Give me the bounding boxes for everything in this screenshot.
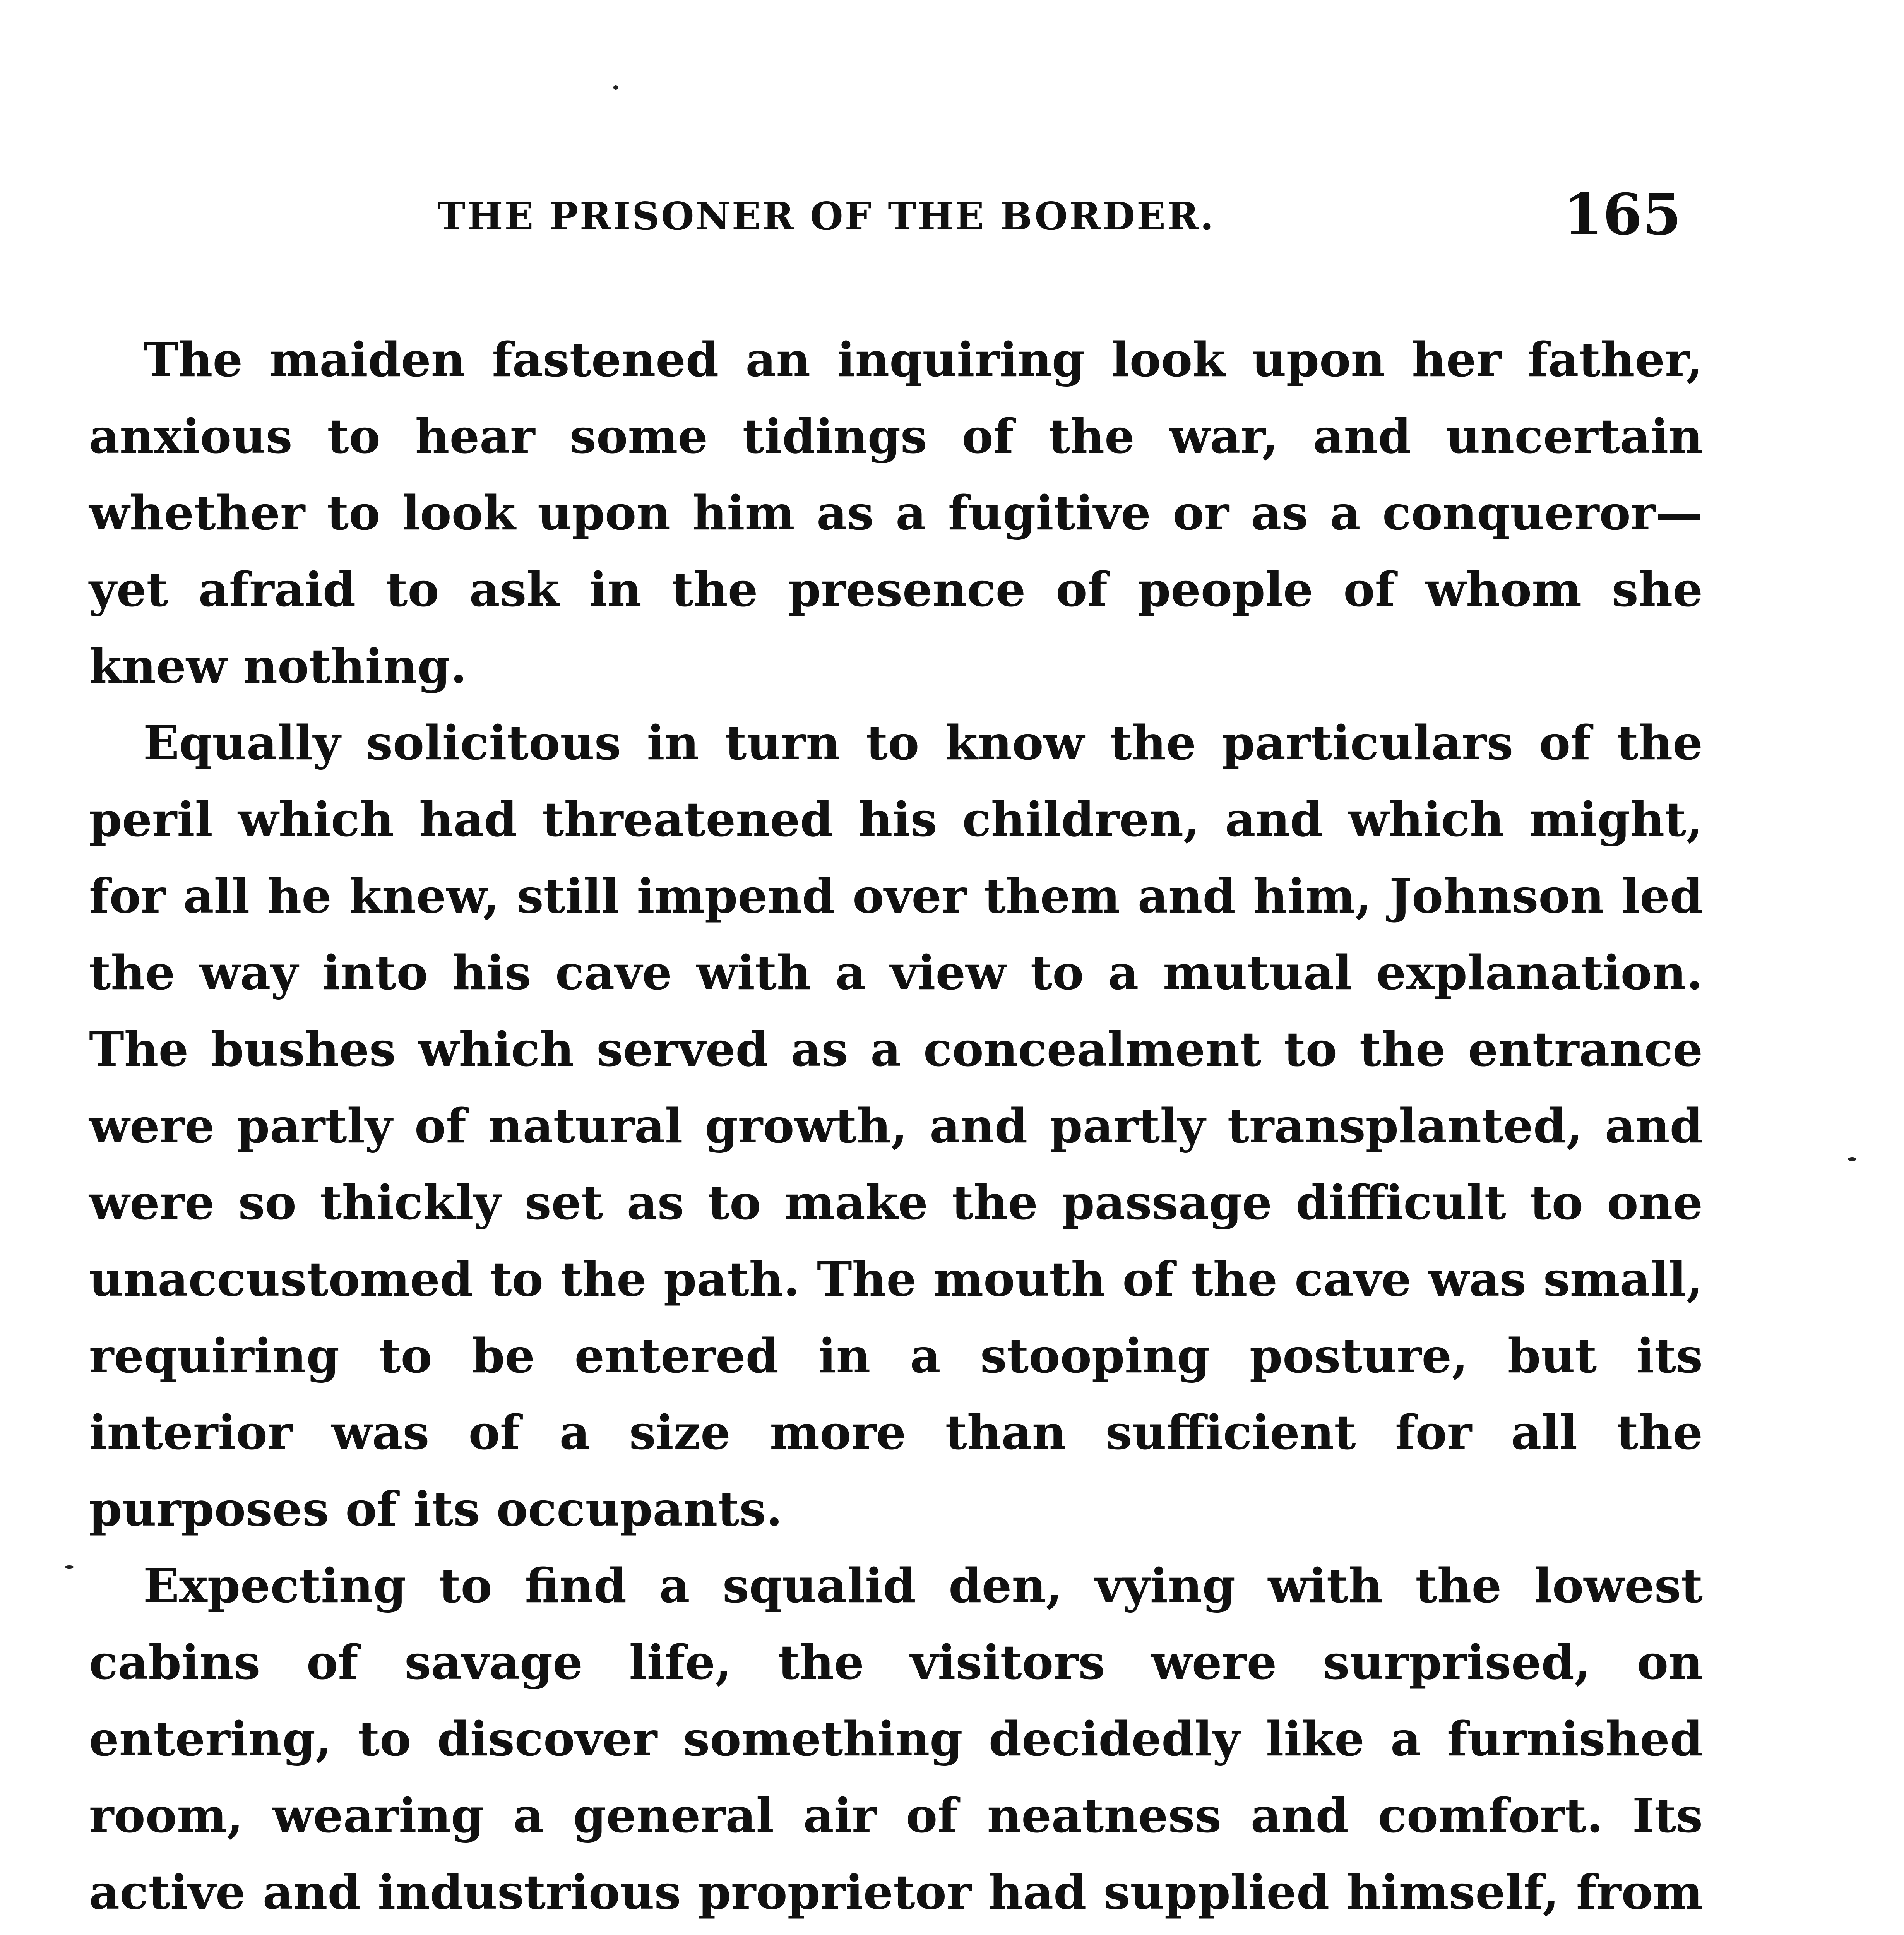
ink-speck (1848, 1157, 1856, 1161)
ink-speck (613, 85, 618, 90)
paragraph-1: The maiden fastened an inquiring look upon her father, anxious to hear some tidings of the war, and uncertain whether to look upon him as a fugitive or as a conqueror—yet afraid to ask in the presence of people of whom she knew nothing. (89, 332, 1703, 694)
page-number: 165 (1563, 182, 1681, 248)
running-title: THE PRISONER OF THE BORDER. (437, 194, 1215, 239)
ink-speck (65, 1565, 74, 1569)
paragraph-3: Expecting to find a squalid den, vying with the lowest cabins of savage life, the visitors were surprised, on entering, to discover something decidedly like a furnished room, wearing a general air of neatness and comfort. Its active and industrious proprietor had supplied himself, from (89, 1558, 1703, 1920)
body-text (89, 321, 1703, 1935)
paragraph-2: Equally solicitous in turn to know the particulars of the peril which had threatened his children, and which might, for all he knew, still impend over them and him, Johnson led the way into his cave with a view to a mutual explanation. The bushes which served as a concealment to the entrance were partly of natural growth, and partly transplanted, and were so thickly set as to make the passage difficult to one unaccustomed to the path. The mouth of the cave was small, requiring to be entered in a stooping posture, but its interior was of a size more than sufficient for all the purposes of its occupants. (89, 715, 1703, 1537)
